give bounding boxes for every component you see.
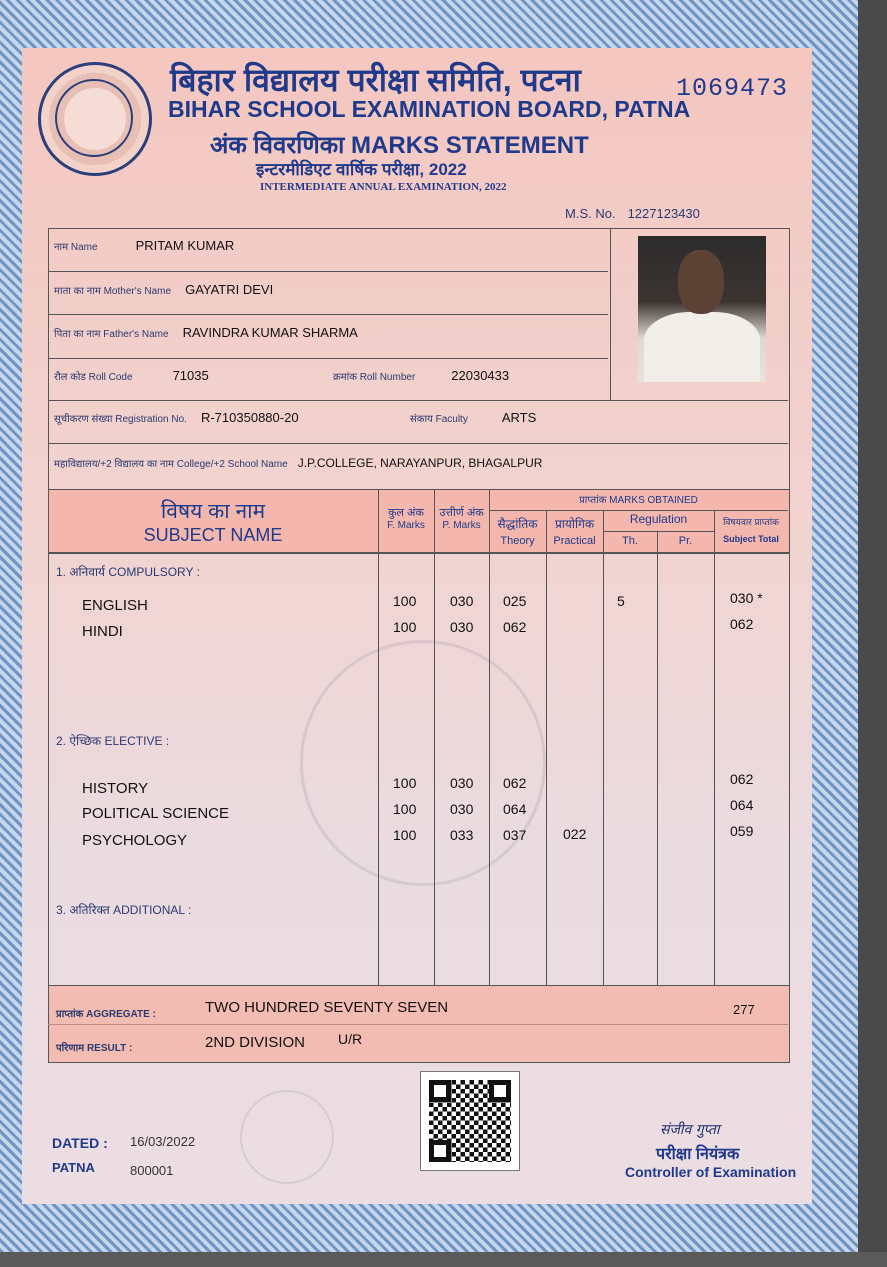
roll-number: 22030433: [451, 368, 510, 383]
theory-marks: 037: [503, 827, 527, 843]
college-label: महाविद्यालय/+2 विद्यालय का नाम College/+2 School Name: [54, 459, 288, 470]
mother-label: माता का नाम Mother's Name: [54, 286, 172, 297]
marks-statement-title: अंक विवरणिका MARKS STATEMENT: [210, 132, 589, 159]
faculty-row: [410, 410, 536, 425]
result-remark: U/R: [338, 1031, 363, 1047]
board-seal-icon: [38, 62, 152, 176]
roll-code-row: [54, 368, 209, 383]
regulation-pr-header: Pr.: [678, 535, 693, 547]
pass-marks: 030: [450, 775, 474, 791]
background-shadow-bottom: [0, 1252, 887, 1267]
dated-label: DATED :: [52, 1135, 108, 1151]
full-marks: 100: [393, 801, 417, 817]
qr-code-icon: [420, 1071, 520, 1171]
fmarks-header-hindi: कुल अंक: [388, 507, 424, 519]
theory-marks: 062: [503, 619, 527, 635]
board-title-hindi: बिहार विद्यालय परीक्षा समिति, पटना: [170, 62, 581, 98]
regulation-th-marks: 5: [617, 593, 625, 609]
theory-header-english: Theory: [500, 535, 535, 547]
ms-number-label: M.S. No.: [565, 206, 616, 221]
exam-title-english: INTERMEDIATE ANNUAL EXAMINATION, 2022: [260, 181, 507, 193]
father-row: [54, 325, 358, 340]
registration-row: [54, 410, 299, 425]
full-marks: 100: [393, 827, 417, 843]
mother-name: GAYATRI DEVI: [185, 282, 274, 297]
regulation-th-header: Th.: [622, 535, 638, 547]
col-line: [378, 489, 379, 985]
subject-name: POLITICAL SCIENCE: [82, 805, 229, 822]
subject-name: PSYCHOLOGY: [82, 832, 188, 849]
pass-marks: 030: [450, 801, 474, 817]
controller-signature: संजीव गुप्ता: [660, 1122, 720, 1138]
subject-total: 062: [730, 771, 754, 787]
roll-number-label: क्रमांक Roll Number: [333, 372, 416, 383]
student-name: PRITAM KUMAR: [135, 238, 235, 253]
pmarks-header-hindi: उत्तीर्ण अंक: [439, 507, 484, 519]
faculty-label: संकाय Faculty: [410, 414, 468, 425]
col-line: [546, 510, 547, 985]
pass-marks: 033: [450, 827, 474, 843]
father-name: RAVINDRA KUMAR SHARMA: [182, 325, 358, 340]
theory-marks: 064: [503, 801, 527, 817]
row-divider: [48, 443, 788, 444]
theory-marks: 025: [503, 593, 527, 609]
roll-number-row: [333, 368, 509, 383]
student-photo: [638, 236, 766, 382]
row-divider: [48, 400, 788, 401]
name-label: नाम Name: [54, 242, 98, 253]
fmarks-header-english: F. Marks: [387, 520, 425, 531]
result-division: 2ND DIVISION: [205, 1034, 306, 1051]
total-header-hindi: विषयवार प्राप्तांक: [723, 517, 779, 527]
subject-total: 062: [730, 616, 754, 632]
subject-total: 030 *: [730, 590, 763, 606]
header-line: [603, 531, 714, 532]
pin-code: 800001: [130, 1163, 174, 1178]
full-marks: 100: [393, 619, 417, 635]
controller-title-english: Controller of Examination: [625, 1164, 797, 1180]
serial-number: 1069473: [676, 74, 789, 103]
exam-title-hindi: इन्टरमीडिएट वार्षिक परीक्षा, 2022: [256, 160, 467, 179]
subject-total: 059: [730, 823, 754, 839]
aggregate-total: 277: [733, 1002, 755, 1017]
issue-date: 16/03/2022: [130, 1134, 196, 1149]
ms-number: [565, 206, 700, 221]
subject-total: 064: [730, 797, 754, 813]
roll-code: 71035: [172, 368, 209, 383]
roll-code-label: रौल कोड Roll Code: [54, 372, 133, 383]
pass-marks: 030: [450, 619, 474, 635]
row-divider: [48, 271, 608, 272]
board-title-english: BIHAR SCHOOL EXAMINATION BOARD, PATNA: [168, 96, 691, 122]
full-marks: 100: [393, 593, 417, 609]
father-label: पिता का नाम Father's Name: [54, 329, 169, 340]
theory-marks: 062: [503, 775, 527, 791]
total-header-english: Subject Total: [723, 534, 779, 544]
subject-name: HISTORY: [82, 780, 149, 797]
place-label: PATNA: [52, 1160, 95, 1175]
result-label: परिणाम RESULT :: [56, 1043, 133, 1054]
marks-table-body: [48, 552, 790, 987]
aggregate-divider: [48, 1024, 788, 1025]
marks-obtained-header: प्राप्तांक MARKS OBTAINED: [579, 495, 698, 506]
subject-name: HINDI: [82, 623, 123, 640]
subject-header-hindi: विषय का नाम: [160, 500, 266, 523]
faculty: ARTS: [501, 410, 537, 425]
subject-header-english: SUBJECT NAME: [143, 525, 283, 545]
regulation-header: Regulation: [629, 512, 688, 526]
col-line: [657, 531, 658, 985]
practical-header-english: Practical: [553, 535, 596, 547]
practical-marks: 022: [563, 826, 587, 842]
section-additional: 3. अतिरिक्त ADDITIONAL :: [56, 903, 192, 917]
practical-header-hindi: प्रायोगिक: [554, 517, 595, 531]
theory-header-hindi: सैद्धांतिक: [497, 517, 538, 531]
ms-number-value: 1227123430: [627, 206, 700, 221]
full-marks: 100: [393, 775, 417, 791]
pass-marks: 030: [450, 593, 474, 609]
section-elective: 2. ऐच्छिक ELECTIVE :: [56, 734, 170, 748]
registration-label: सूचीकरण संख्या Registration No.: [54, 414, 187, 425]
col-line: [714, 510, 715, 985]
mother-row: [54, 282, 273, 297]
subject-name: ENGLISH: [82, 597, 148, 614]
pmarks-header-english: P. Marks: [442, 520, 481, 531]
college-row: [54, 455, 542, 470]
col-line: [434, 489, 435, 985]
name-row: [54, 238, 234, 253]
section-compulsory: 1. अनिवार्य COMPULSORY :: [56, 565, 200, 579]
col-line: [603, 510, 604, 985]
watermark-small-seal-icon: [240, 1090, 334, 1184]
controller-title-hindi: परीक्षा नियंत्रक: [656, 1146, 740, 1163]
background-shadow: [858, 0, 887, 1267]
college-name: J.P.COLLEGE, NARAYANPUR, BHAGALPUR: [297, 456, 543, 470]
photo-divider: [610, 228, 611, 400]
registration-number: R-710350880-20: [200, 410, 299, 425]
col-line: [489, 489, 490, 985]
aggregate-label: प्राप्तांक AGGREGATE :: [56, 1009, 156, 1020]
aggregate-words: TWO HUNDRED SEVENTY SEVEN: [205, 999, 449, 1016]
header-line: [489, 510, 788, 511]
row-divider: [48, 314, 608, 315]
row-divider: [48, 358, 608, 359]
